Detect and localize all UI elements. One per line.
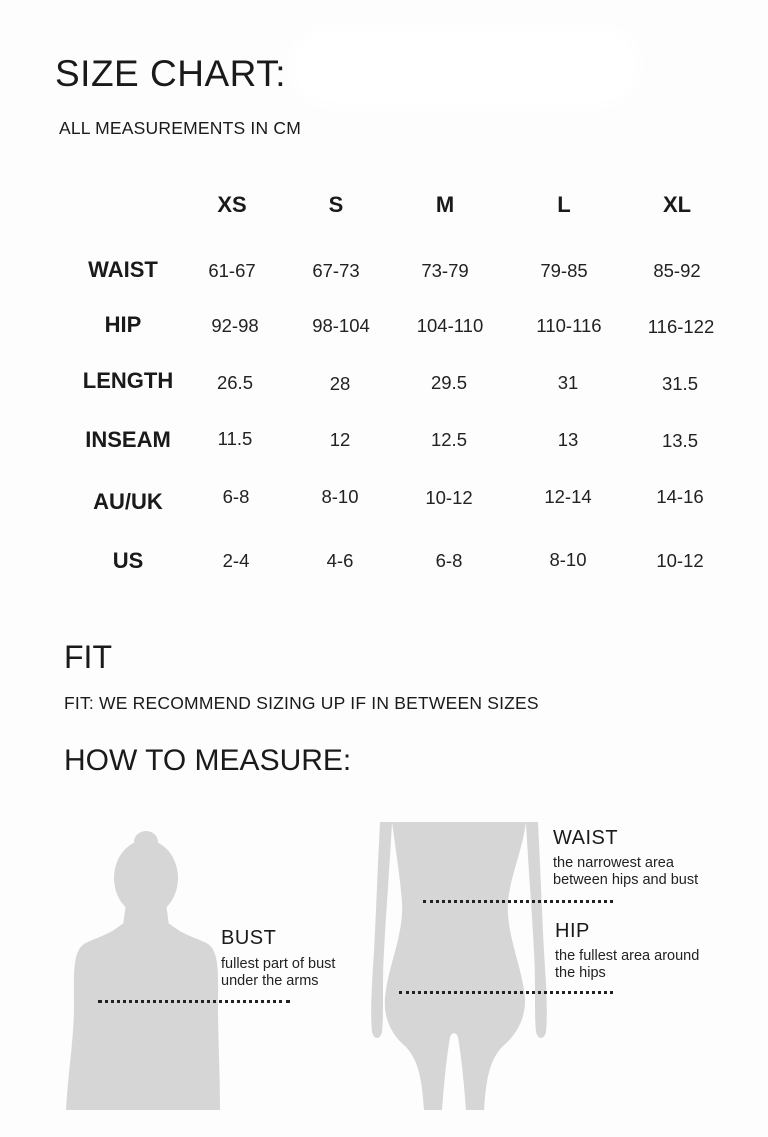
size-header-s: S bbox=[328, 192, 344, 217]
table-cell: 79-85 bbox=[540, 260, 588, 281]
table-cell: 110-116 bbox=[536, 315, 602, 336]
table-cell: 104-110 bbox=[416, 315, 484, 336]
hip-measure-line bbox=[399, 991, 613, 994]
lower-body-silhouette-icon bbox=[370, 822, 550, 1110]
row-label-hip: HIP bbox=[104, 312, 142, 337]
table-cell: 92-98 bbox=[211, 315, 259, 336]
fit-heading: FIT bbox=[64, 639, 112, 675]
hip-label: HIP bbox=[555, 920, 590, 942]
row-label-waist: WAIST bbox=[88, 257, 158, 282]
size-header-xs: XS bbox=[217, 192, 247, 217]
table-cell: 116-122 bbox=[647, 316, 715, 337]
table-cell: 73-79 bbox=[421, 260, 469, 281]
measurement-unit-note: ALL MEASUREMENTS IN CM bbox=[59, 118, 301, 138]
table-cell: 4-6 bbox=[326, 550, 354, 571]
hip-description: the fullest area around the hips bbox=[555, 948, 700, 981]
table-cell: 13.5 bbox=[661, 430, 698, 451]
row-label-inseam: INSEAM bbox=[85, 427, 171, 452]
table-cell: 12-14 bbox=[544, 486, 592, 507]
table-cell: 8-10 bbox=[321, 486, 359, 507]
row-label-us: US bbox=[112, 548, 144, 573]
table-cell: 31 bbox=[557, 372, 579, 393]
table-cell: 28 bbox=[329, 373, 351, 394]
table-cell: 10-12 bbox=[656, 550, 704, 571]
size-header-xl: XL bbox=[662, 192, 692, 217]
size-header-m: M bbox=[435, 192, 455, 217]
bust-description: fullest part of bust under the arms bbox=[221, 956, 336, 989]
blurred-redaction bbox=[300, 36, 630, 96]
table-cell: 6-8 bbox=[435, 550, 463, 571]
size-header-l: L bbox=[557, 192, 571, 217]
row-label-au-uk: AU/UK bbox=[93, 489, 163, 514]
table-cell: 2-4 bbox=[222, 550, 250, 571]
upper-body-silhouette-icon bbox=[60, 828, 240, 1110]
table-cell: 12 bbox=[329, 429, 351, 450]
bust-label: BUST bbox=[221, 927, 277, 949]
waist-measure-line bbox=[423, 900, 613, 903]
row-label-length: LENGTH bbox=[82, 368, 174, 393]
how-to-measure-heading: HOW TO MEASURE: bbox=[64, 744, 352, 777]
fit-recommendation: FIT: WE RECOMMEND SIZING UP IF IN BETWEEN SIZES bbox=[64, 693, 539, 713]
table-cell: 31.5 bbox=[661, 373, 698, 394]
table-cell: 61-67 bbox=[208, 260, 256, 281]
table-cell: 29.5 bbox=[430, 372, 467, 393]
table-cell: 11.5 bbox=[217, 428, 253, 449]
table-cell: 85-92 bbox=[653, 260, 701, 281]
table-cell: 12.5 bbox=[430, 429, 467, 450]
table-cell: 67-73 bbox=[312, 260, 360, 281]
waist-description: the narrowest area between hips and bust bbox=[553, 855, 699, 888]
table-cell: 26.5 bbox=[216, 372, 253, 393]
table-cell: 14-16 bbox=[656, 486, 704, 507]
table-cell: 98-104 bbox=[312, 315, 370, 336]
table-cell: 13 bbox=[557, 429, 579, 450]
waist-label: WAIST bbox=[553, 827, 619, 849]
page-title: SIZE CHART: bbox=[55, 53, 286, 94]
table-cell: 6-8 bbox=[222, 486, 250, 507]
table-cell: 8-10 bbox=[549, 549, 587, 570]
table-cell: 10-12 bbox=[425, 487, 473, 508]
bust-measure-line bbox=[98, 1000, 290, 1003]
